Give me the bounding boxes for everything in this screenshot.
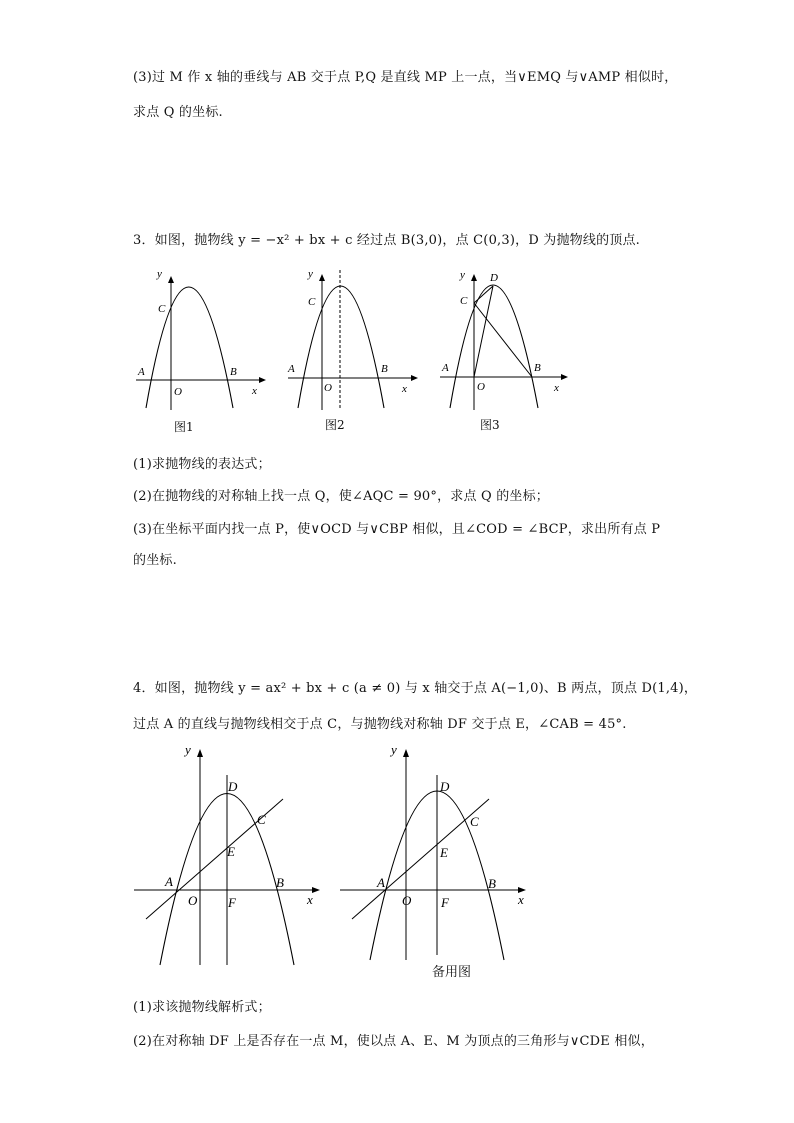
p4-backup-caption: 备用图 <box>432 965 472 980</box>
p3-q3-line2: 的坐标. <box>133 553 177 568</box>
label-B: B <box>276 875 284 890</box>
label-A: A <box>288 363 295 375</box>
p4-q1: (1)求该抛物线解析式； <box>133 1000 271 1015</box>
label-C: C <box>257 812 266 827</box>
label-O: O <box>174 386 182 398</box>
label-x: x <box>554 382 559 394</box>
label-E: E <box>440 845 448 860</box>
p4-stem-line2: 过点 A 的直线与抛物线相交于点 C，与抛物线对称轴 DF 交于点 E，∠CAB = 45°. <box>133 717 627 732</box>
label-A: A <box>138 366 145 378</box>
label-D: D <box>490 272 498 284</box>
fig2-caption: 图2 <box>325 418 345 432</box>
label-O: O <box>324 382 332 394</box>
label-O: O <box>477 381 485 393</box>
label-y: y <box>185 742 191 757</box>
p4-stem-line1: 4．如图，抛物线 y = ax² + bx + c (a ≠ 0) 与 x 轴交于点 A(−1,0)、B 两点，顶点 D(1,4)， <box>133 681 698 696</box>
label-x: x <box>518 892 524 907</box>
x-axis-arrow <box>259 377 266 383</box>
segment-OD <box>474 286 493 377</box>
p3-figure-1 <box>130 268 270 418</box>
label-C: C <box>470 814 479 829</box>
x-axis-arrow <box>411 375 418 381</box>
y-axis-arrow <box>319 274 325 281</box>
label-y: y <box>391 742 397 757</box>
p3-figure-3 <box>434 266 574 416</box>
label-x: x <box>402 383 407 395</box>
label-D: D <box>228 779 238 794</box>
y-axis-arrow <box>168 276 174 283</box>
label-B: B <box>488 876 496 891</box>
fig1-caption: 图1 <box>174 420 194 434</box>
line-AC <box>352 799 489 919</box>
label-A: A <box>165 874 173 889</box>
y-axis-arrow <box>471 274 477 281</box>
label-B: B <box>381 363 388 375</box>
y-axis-arrow <box>403 749 409 757</box>
label-y: y <box>308 268 313 280</box>
p3-stem: 3．如图，抛物线 y = −x² + bx + c 经过点 B(3,0)，点 C(0,3)，D 为抛物线的顶点. <box>133 233 641 248</box>
p4-figure-backup <box>334 742 534 972</box>
p3-q1: (1)求抛物线的表达式； <box>133 457 271 472</box>
label-C: C <box>460 295 468 307</box>
p3-q2: (2)在抛物线的对称轴上找一点 Q，使∠AQC = 90°，求点 Q 的坐标； <box>133 489 550 504</box>
label-O: O <box>402 893 412 908</box>
p4-figure-main <box>128 742 328 972</box>
fig3-caption: 图3 <box>480 418 500 432</box>
y-axis-arrow <box>197 749 203 757</box>
label-D: D <box>440 779 450 794</box>
p3-q3-line1: (3)在坐标平面内找一点 P，使∨OCD 与∨CBP 相似，且∠COD = ∠BCP，求出所有点 P <box>133 522 661 537</box>
label-y: y <box>460 269 465 281</box>
label-O: O <box>188 893 198 908</box>
p2-part3-line2: 求点 Q 的坐标. <box>133 105 223 120</box>
label-B: B <box>534 362 541 374</box>
label-E: E <box>227 844 235 859</box>
p2-part3-line1: (3)过 M 作 x 轴的垂线与 AB 交于点 P,Q 是直线 MP 上一点，当∨EMQ 与∨AMP 相似时， <box>133 70 678 85</box>
label-A: A <box>442 362 449 374</box>
label-A: A <box>377 875 385 890</box>
x-axis-arrow <box>312 887 320 893</box>
p3-figure-2 <box>282 266 422 416</box>
label-C: C <box>308 296 316 308</box>
label-C: C <box>158 303 166 315</box>
x-axis-arrow <box>561 374 568 380</box>
p4-q2: (2)在对称轴 DF 上是否存在一点 M，使以点 A、E、M 为顶点的三角形与∨CDE 相似， <box>133 1034 654 1049</box>
label-x: x <box>252 385 257 397</box>
label-x: x <box>307 892 313 907</box>
label-F: F <box>228 895 236 910</box>
label-F: F <box>441 895 449 910</box>
label-y: y <box>157 268 162 280</box>
label-B: B <box>230 366 237 378</box>
